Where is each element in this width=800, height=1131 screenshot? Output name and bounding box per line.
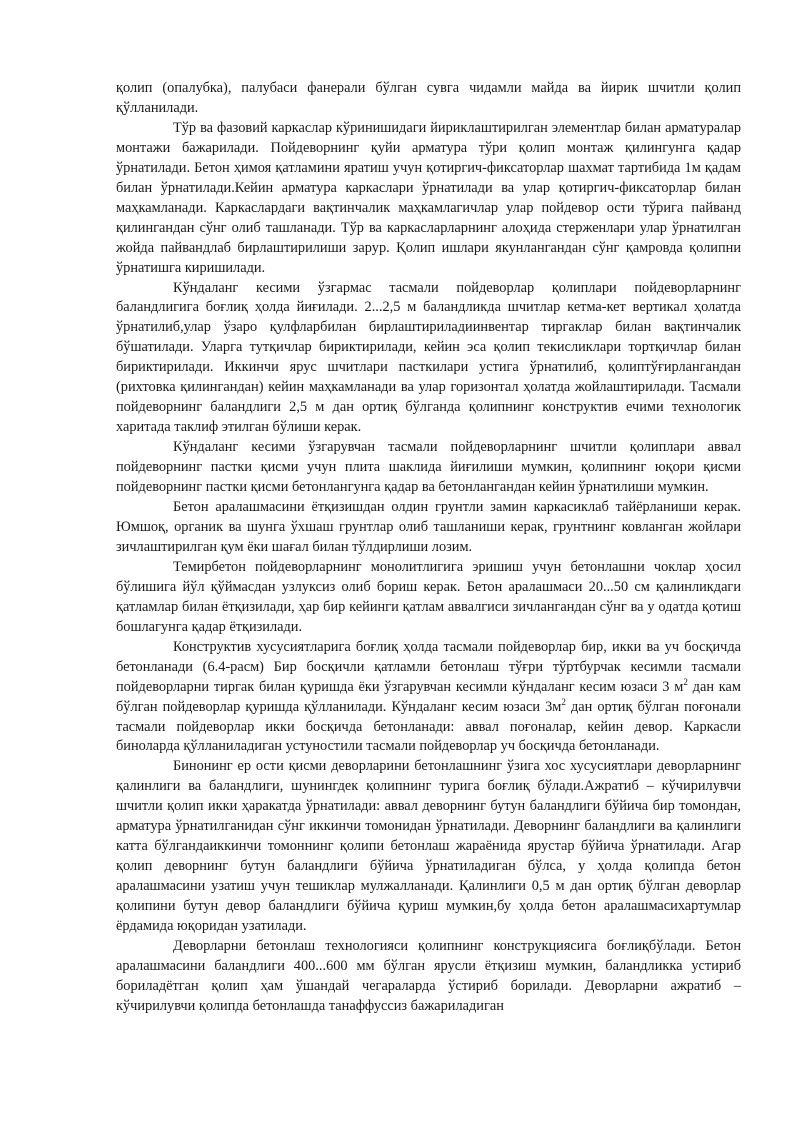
superscript-2: 2 — [683, 676, 688, 687]
paragraph-1: қолип (опалубка), палубаси фанерали бўлган сувга чидамли майда ва йирик шчитли қолип қўлланилади. — [116, 80, 741, 116]
paragraph-6: Темирбетон пойдеворларнинг монолитлигига эришиш учун бетонлашни чоклар ҳосил бўлишига йўл қўймасдан узлуксиз олиб бориш керак. Бетон аралашмаси 20...50 см қалинликдаги қатламлар билан ётқизилади, ҳар бир кейинги қатлам аввалгиси зичлангандан сўнг ва у одатда қотиш бошлагунга қадар ётқизилади. — [116, 558, 741, 635]
superscript-2: 2 — [561, 696, 566, 707]
paragraph-7-part-2: дан кам бўлган пойдеворлар қуришда қўлланилади. Кўндаланг кесим юзаси 3м — [116, 678, 741, 715]
paragraph-3: Кўндаланг кесими ўзгармас тасмали пойдеворлар қолиплари пойдеворларнинг баландлигига боғлиқ ҳолда йиғилади. 2...2,5 м баландликда шчитлар кетма-кет вертикал ҳолатда ўрнатилиб,улар ўзаро қулфларбилан бирлаштириладиинвентар тиргаклар билан вақтинчалик бўшатилади. Уларга тутқичлар бириктирилади, кейин эса қолип текисликлари тортқичлар билан бириктирилади. Иккинчи ярус шчитлари пасткилари устига ўрнатилиб, қолиптўғирлангандан (рихтовка қилингандан) кейин маҳкамланади ва улар горизонтал ҳолатда жойлаштирилади. Тасмали пойдеворнинг баландлиги 2,5 м дан ортиқ бўлганда қолипнинг конструктив ечими технологик харитада таклиф этилган бўлиши керак. — [116, 279, 741, 436]
paragraph-8: Бинонинг ер ости қисми деворларини бетонлашнинг ўзига хос хусусиятлари деворларнинг қалинлиги ва баландлиги, шунингдек қолипнинг турига боғлиқ бўлади.Ажратиб – кўчирилувчи шчитли қолип икки ҳаракатда ўрнатилади: аввал деворнинг бутун баландлиги бўйича бир томондан, арматура ўрнатилганидан сўнг иккинчи томонидан ўрнатилади. Деворнинг баландлиги ва қалинлиги катта бўлгандаиккинчи томоннинг қолипи бетонлаш жараёнида ярустар бўйича ўрнатилади. Агар қолип деворнинг бутун баландлиги бўйича ўрнатиладиган бўлса, у ҳолда қолипда бетон аралашмасини узатиш учун тешиклар мулжалланади. Қалинлиги 0,5 м дан ортиқ бўлган деворлар қолипини бутун девор баландлиги бўйича қуриш мумкин,бу ҳолда бетон аралашмасихартумлар ёрдамида юқоридан узатилади. — [116, 758, 741, 935]
document-page — [116, 79, 741, 1017]
paragraph-2: Тўр ва фазовий каркаслар кўринишидаги йириклаштирилган элементлар билан арматуралар монтажи бажарилади. Пойдеворнинг қуйи арматура тўри қолип монтаж қилингунга қадар ўрнатилади. Бетон ҳимоя қатламини яратиш учун қотиргич-фиксаторлар шахмат тартибида 1м қадам билан ўрнатилади.Кейин арматура каркаслари ўрнатилади ва улар қотиргич-фиксаторлар билан маҳкамланади. Каркаслардаги вақтинчалик маҳкамлагичлар улар пойдевор ости тўрига пайванд қилингандан сўнг олиб ташланади. Тўр ва каркасларларнинг алоҳида стерженлари улар ўрнатилган жойда пайвандлаб бирлаштирилиши зарур. Қолип ишлари якунлангандан сўнг қамровда қолипни ўрнатишга киришилади. — [116, 119, 741, 276]
paragraph-7 — [116, 638, 741, 758]
paragraph-7-part-1: Конструктив хусусиятларига боғлиқ ҳолда тасмали пойдеворлар бир, икки ва уч босқичда бетонланади (6.4-расм) Бир босқичли қатламли бетонлаш тўғри тўртбурчак кесимли тасмали пойдеворларни тиргак билан қуришда ёки ўзгарувчан кесимли кўндаланг кесим юзаси 3 м — [116, 638, 741, 695]
paragraph-9: Деворларни бетонлаш технологияси қолипнинг конструкциясига боғлиқбўлади. Бетон аралашмасини баландлиги 400...600 мм бўлган ярусли ётқизиш мумкин, баландликка устириб бориладётган қолип ҳам ўшандай чегараларда ўстириб борилади. Деворларни ажратиб – кўчирилувчи қолипда бетонлашда танаффуссиз бажариладиган — [116, 937, 741, 1014]
paragraph-5: Бетон аралашмасини ётқизишдан олдин грунтли замин каркасиклаб тайёрланиши керак. Юмшоқ, органик ва шунга ўхшаш грунтлар олиб ташланиши керак, грунтнинг ковланган жойлари зичлаштирилган қум ёки шағал билан тўлдирлиши лозим. — [116, 499, 741, 555]
paragraph-7-part-3: дан ортиқ бўлган поғонали тасмали пойдеворлар икки босқичда бетонланади: аввал поғоналар, кейин девор. Каркасли биноларда қўлланиладиган устуностили тасмали пойдеворлар уч босқичда бетонланади. — [116, 698, 741, 755]
paragraph-4: Кўндаланг кесими ўзгарувчан тасмали пойдеворларнинг шчитли қолиплари аввал пойдеворнинг пастки қисми учун плита шаклида йиғилиши мумкин, қолипнинг юқори қисми пойдеворнинг пастки қисми бетонлангунга қадар ва бетонлангандан кейин ўрнатилиши мумкин. — [116, 439, 741, 496]
